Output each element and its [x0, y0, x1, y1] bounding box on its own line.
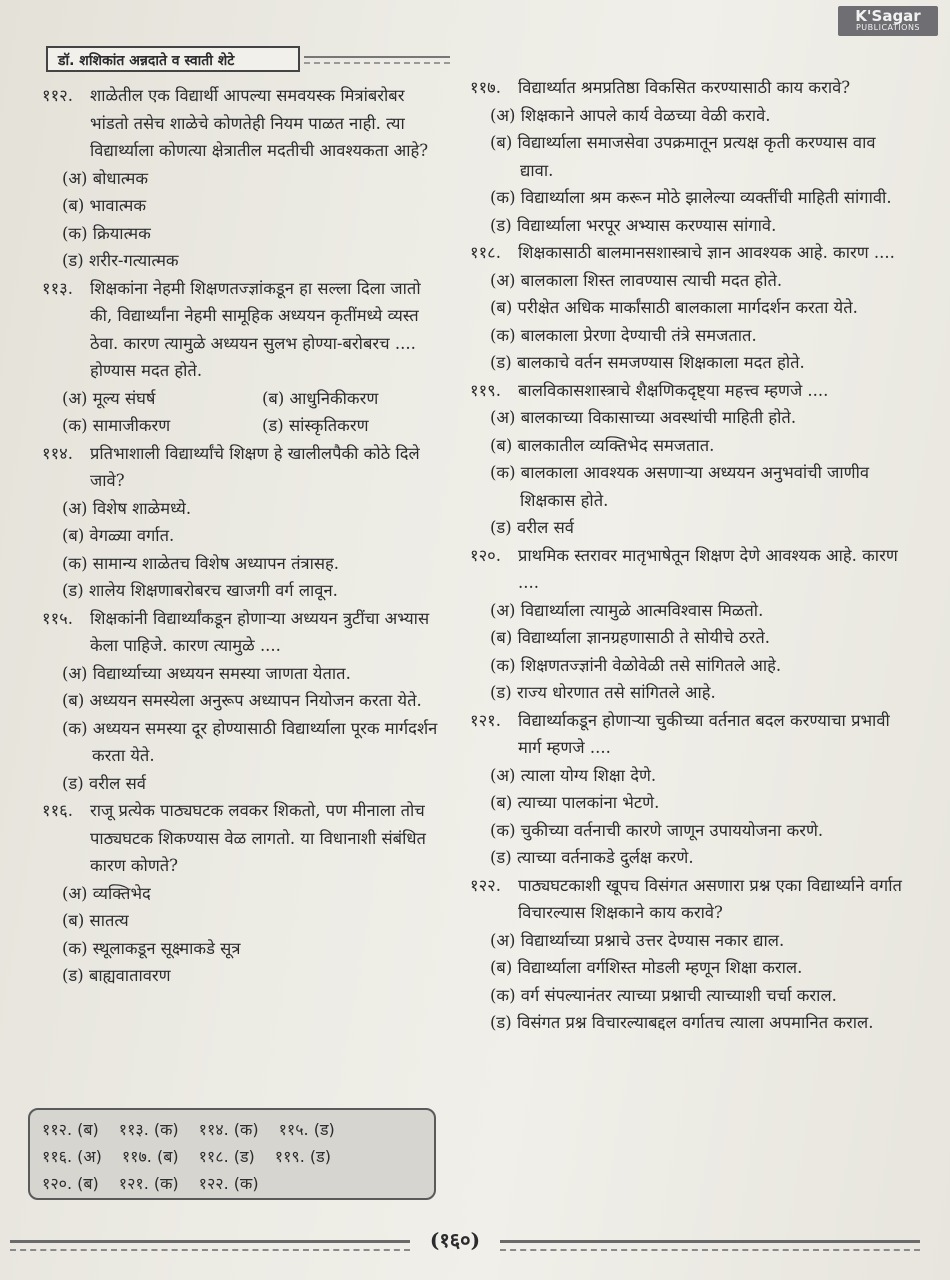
option: (क) बालकाला आवश्यक असणाऱ्या अध्ययन अनुभवांची जाणीव शिक्षकास होते.: [490, 463, 870, 510]
question-text: प्रतिभाशाली विद्यार्थ्यांचे शिक्षण हे खालीलपैकी कोठे दिले जावे?: [90, 443, 420, 490]
option: (अ) मूल्य संघर्ष: [62, 388, 156, 408]
question-stem: [470, 872, 910, 927]
question-text: प्राथमिक स्तरावर मातृभाषेतून शिक्षण देणे आवश्यक आहे. कारण ....: [518, 545, 898, 592]
question: [470, 872, 910, 1037]
question: [42, 605, 442, 798]
answer-entry: १२०. (ब): [42, 1174, 99, 1193]
option: (ब) भावात्मक: [62, 196, 147, 215]
answer-entry: ११८. (ड): [198, 1147, 255, 1166]
question-stem: [470, 377, 910, 405]
question: [42, 275, 442, 440]
publisher-tag: PUBLICATIONS: [855, 23, 921, 32]
header-rule: [304, 56, 450, 64]
option: (अ) व्यक्तिभेद: [62, 883, 151, 903]
option: (ब) आधुनिकीकरण: [262, 388, 379, 408]
question-stem: [42, 82, 442, 165]
option: (क) सामान्य शाळेतच विशेष अध्यापन तंत्रासह.: [62, 553, 340, 573]
question-number: ११८.: [470, 243, 501, 262]
answer-entry: ११६. (अ): [42, 1147, 102, 1166]
option: (क) बालकाला प्रेरणा देण्याची तंत्रे समजतात.: [490, 325, 757, 345]
option: (ब) सातत्य: [62, 911, 129, 930]
option-row: [42, 385, 442, 413]
option-row: [42, 412, 442, 440]
option: (ड) विसंगत प्रश्न विचारल्याबद्दल वर्गातच त्याला अपमानित कराल.: [490, 1013, 874, 1032]
option: (ब) परीक्षेत अधिक मार्कांसाठी बालकाला मार्गदर्शन करता येते.: [490, 298, 858, 317]
option: (ड) शरीर-गत्यात्मक: [62, 251, 179, 270]
answer-entry: ११७. (ब): [121, 1147, 179, 1166]
question-text: पाठ्यघटकाशी खूपच विसंगत असणारा प्रश्न एका विद्यार्थ्याने वर्गात विचारल्यास शिक्षकाने काय करावे?: [518, 875, 902, 922]
option: (ड) सांस्कृतिकरण: [262, 416, 369, 435]
question: [470, 377, 910, 542]
right-column: [470, 74, 910, 1037]
question-number: ११६.: [42, 801, 73, 820]
question-text: विद्यार्थ्याकडून होणाऱ्या चुकीच्या वर्तनात बदल करण्याचा प्रभावी मार्ग म्हणजे ....: [518, 710, 890, 757]
option: (ड) त्याच्या वर्तनाकडे दुर्लक्ष करणे.: [490, 848, 694, 867]
option: (क) शिक्षणतज्ज्ञांनी वेळोवेळी तसे सांगितले आहे.: [490, 655, 782, 675]
publisher-logo: [838, 6, 938, 36]
question: [42, 82, 442, 275]
option: (अ) विद्यार्थ्याला त्यामुळे आत्मविश्वास मिळतो.: [490, 600, 764, 620]
question-text: शाळेतील एक विद्यार्थी आपल्या समवयस्क मित्रांबरोबर भांडतो तसेच शाळेचे कोणतेही नियम पाळत नाही. त्या विद्यार्थ्याला कोणत्या क्षेत्रातील मदतीची आवश्यकता आहे?: [90, 86, 429, 160]
option: (क) सामाजीकरण: [62, 416, 171, 435]
question-number: ११३.: [42, 278, 73, 298]
question-text: राजू प्रत्येक पाठ्यघटक लवकर शिकतो, पण मीनाला तोच पाठ्यघटक शिकण्यास वेळ लागतो. या विधानाशी संबंधित कारण कोणते?: [90, 801, 426, 875]
question: [470, 542, 910, 707]
answer-key-box: [28, 1108, 436, 1200]
answer-entry: १२२. (क): [198, 1174, 259, 1193]
question-stem: [470, 239, 910, 267]
option: (क) अध्ययन समस्या दूर होण्यासाठी विद्यार्थ्याला पूरक मार्गदर्शन करता येते.: [62, 718, 438, 765]
answer-entry: ११२. (ब): [42, 1120, 99, 1139]
option: (ब) त्याच्या पालकांना भेटणे.: [490, 793, 660, 812]
question-number: ११७.: [470, 78, 501, 97]
question-stem: [470, 74, 910, 102]
option: (अ) त्याला योग्य शिक्षा देणे.: [490, 765, 657, 785]
answer-entry: १२१. (क): [118, 1174, 179, 1193]
footer-rule-left: [10, 1240, 410, 1251]
option: (अ) बालकाच्या विकासाच्या अवस्थांची माहिती होते.: [490, 408, 797, 427]
question: [470, 74, 910, 239]
question: [42, 797, 442, 990]
option: (क) क्रियात्मक: [62, 223, 151, 243]
option: (अ) विद्यार्थ्याच्या अध्ययन समस्या जाणता येतात.: [62, 663, 351, 683]
option: (ब) विद्यार्थ्याला समाजसेवा उपक्रमातून प्रत्यक्ष कृती करण्यास वाव द्यावा.: [490, 133, 876, 180]
option: (क) वर्ग संपल्यानंतर त्याच्या प्रश्नाची त्याच्याशी चर्चा कराल.: [490, 985, 837, 1005]
question-number: ११९.: [470, 380, 501, 400]
answer-entry: ११५. (ड): [278, 1120, 335, 1139]
question-stem: [42, 275, 442, 385]
option: (ब) विद्यार्थ्याला वर्गशिस्त मोडली म्हणून शिक्षा कराल.: [490, 958, 803, 977]
option: (अ) शिक्षकाने आपले कार्य वेळच्या वेळी करावे.: [490, 105, 771, 125]
option: (ब) विद्यार्थ्याला ज्ञानग्रहणासाठी ते सोयीचे ठरते.: [490, 628, 771, 647]
option: (ड) राज्य धोरणात तसे सांगितले आहे.: [490, 683, 716, 702]
question-text: विद्यार्थ्यात श्रमप्रतिष्ठा विकसित करण्यासाठी काय करावे?: [518, 78, 851, 97]
option: (ब) अध्ययन समस्येला अनुरूप अध्यापन नियोजन करता येते.: [62, 691, 422, 710]
question: [42, 440, 442, 605]
author-box: डॉ. शशिकांत अन्नदाते व स्वाती शेटे: [46, 46, 300, 72]
option: (ड) बालकाचे वर्तन समजण्यास शिक्षकाला मदत होते.: [490, 353, 805, 372]
option: (क) स्थूलाकडून सूक्ष्माकडे सूत्र: [62, 938, 241, 958]
question-number: ११५.: [42, 608, 73, 628]
option: (ड) शालेय शिक्षणाबरोबरच खाजगी वर्ग लावून.: [62, 581, 338, 600]
option: (अ) विशेष शाळेमध्ये.: [62, 498, 192, 518]
publisher-name: K'Sagar: [855, 7, 921, 25]
question: [470, 707, 910, 872]
question-text: शिक्षकासाठी बालमानसशास्त्राचे ज्ञान आवश्यक आहे. कारण ....: [518, 243, 895, 262]
option: (अ) बालकाला शिस्त लावण्यास त्याची मदत होते.: [490, 270, 783, 290]
page-number: (१६०): [429, 1228, 481, 1252]
question-stem: [42, 440, 442, 495]
answer-row: [42, 1143, 422, 1170]
option: (ड) वरील सर्व: [490, 518, 574, 537]
question-number: १२१.: [470, 710, 501, 730]
left-column: [42, 82, 442, 990]
question-stem: [470, 707, 910, 762]
option: (ड) विद्यार्थ्याला भरपूर अभ्यास करण्यास सांगावे.: [490, 215, 777, 235]
question-stem: [42, 797, 442, 880]
question-number: ११४.: [42, 443, 73, 463]
footer-rule-right: [500, 1240, 920, 1251]
answer-entry: ११९. (ड): [274, 1147, 331, 1166]
answer-row: [42, 1116, 422, 1143]
option: (क) विद्यार्थ्याला श्रम करून मोठे झालेल्या व्यक्तींची माहिती सांगावी.: [490, 188, 892, 207]
question: [470, 239, 910, 377]
option: (अ) विद्यार्थ्याच्या प्रश्नाचे उत्तर देण्यास नकार द्याल.: [490, 930, 785, 950]
question-number: १२०.: [470, 545, 501, 565]
option: (अ) बोधात्मक: [62, 168, 149, 188]
question-text: शिक्षकांनी विद्यार्थ्यांकडून होणाऱ्या अध्ययन त्रुटींचा अभ्यास केला पाहिजे. कारण त्यामुळे ....: [90, 608, 430, 655]
question-number: ११२.: [42, 86, 73, 105]
option: (ड) बाह्यवातावरण: [62, 966, 171, 985]
option: (ड) वरील सर्व: [62, 773, 146, 793]
option: (ब) वेगळ्या वर्गात.: [62, 526, 175, 545]
question-text: बालविकासशास्त्राचे शैक्षणिकदृष्ट्या महत्त्व म्हणजे ....: [518, 380, 829, 400]
option: (ब) बालकातील व्यक्तिभेद समजतात.: [490, 435, 715, 455]
answer-entry: ११४. (क): [198, 1120, 259, 1139]
answer-entry: ११३. (क): [118, 1120, 179, 1139]
question-stem: [42, 605, 442, 660]
question-number: १२२.: [470, 875, 501, 895]
question-stem: [470, 542, 910, 597]
question-text: शिक्षकांना नेहमी शिक्षणतज्ज्ञांकडून हा सल्ला दिला जातो की, विद्यार्थ्यांना नेहमी सामूहिक अध्ययन कृतींमध्ये व्यस्त ठेवा. कारण त्यामुळे अध्ययन सुलभ होण्या-बरोबरच .... होण्यास मदत होते.: [90, 278, 421, 380]
option: (क) चुकीच्या वर्तनाची कारणे जाणून उपाययोजना करणे.: [490, 820, 824, 840]
answer-row: [42, 1170, 422, 1197]
